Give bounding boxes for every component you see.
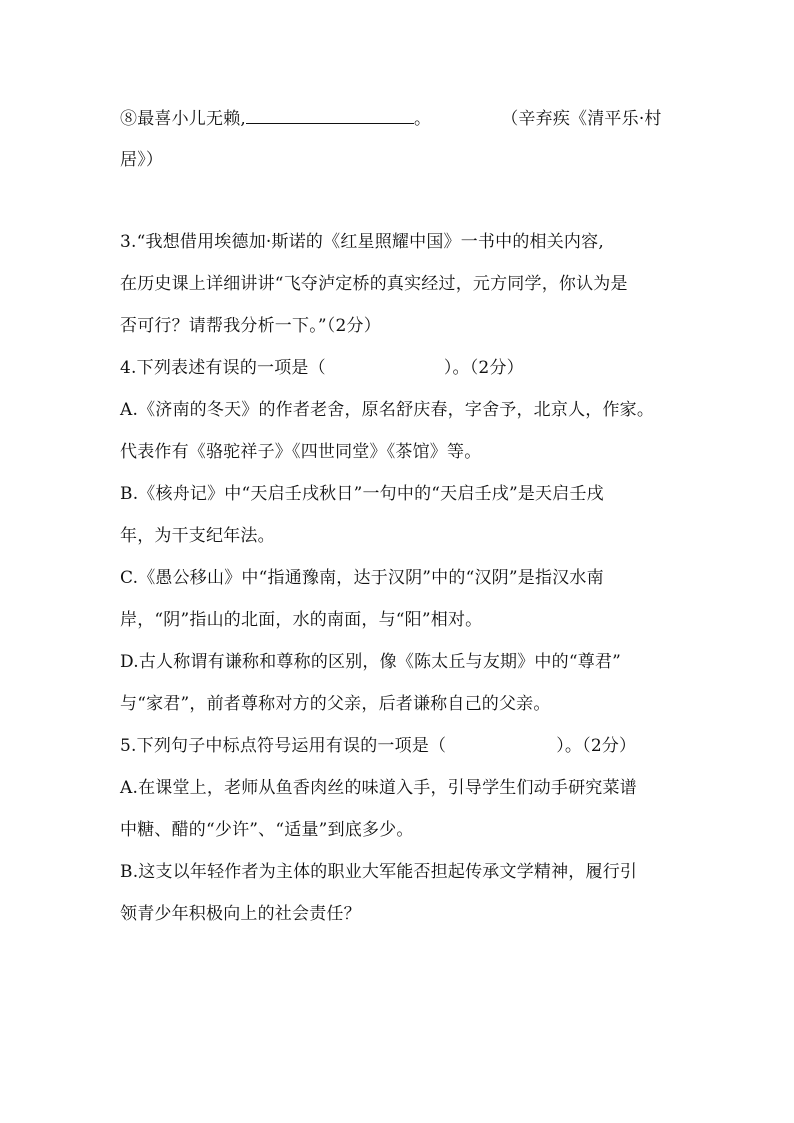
q3-line-3: 否可行？请帮我分析一下。”（2分）	[120, 316, 381, 336]
q5-option-b-line-1: B.这支以年轻作者为主体的职业大军能否担起传承文学精神，履行引	[120, 862, 638, 882]
q4-option-b-line-2: 年，为干支纪年法。	[120, 526, 275, 546]
q2-item8-source: （辛弃疾《清平乐·村	[501, 109, 662, 129]
q4-stem-prefix: 4.下列表述有误的一项是（	[120, 358, 326, 378]
q4-stem-suffix: ）。（2分）	[443, 358, 524, 378]
answer-blank[interactable]	[246, 107, 414, 124]
q5-option-a-line-1: A.在课堂上，老师从鱼香肉丝的味道入手，引导学生们动手研究菜谱	[120, 778, 637, 798]
q4-option-d-line-1: D.古人称谓有谦称和尊称的区别，像《陈太丘与友期》中的“尊君”	[120, 652, 622, 672]
q4-option-b-line-1: B.《核舟记》中“天启壬戌秋日”一句中的“天启壬戌”是天启壬戌	[120, 484, 604, 504]
q2-item8-line	[120, 107, 680, 131]
q5-option-a-line-2: 中糖、醋的“少许”、“适量”到底多少。	[120, 820, 414, 840]
q2-item8-source-end: 居》）	[120, 150, 164, 170]
q5-option-b-line-2: 领青少年积极向上的社会责任？	[120, 904, 361, 924]
q4-stem	[120, 356, 680, 380]
q4-option-a-line-1: A.《济南的冬天》的作者老舍，原名舒庆春，字舍予，北京人，作家。	[120, 400, 655, 420]
q4-option-a-line-2: 代表作有《骆驼祥子》《四世同堂》《茶馆》等。	[120, 442, 482, 462]
q2-item8-source-cont	[120, 148, 680, 172]
q4-option-c-line-2: 岸，“阴”指山的北面，水的南面，与“阳”相对。	[120, 610, 483, 630]
q4-option-c-line-1: C.《愚公移山》中“指通豫南，达于汉阴”中的“汉阴”是指汉水南	[120, 568, 604, 588]
q3-line-2: 在历史课上详细讲讲“飞夺泸定桥的真实经过，元方同学，你认为是	[120, 274, 628, 294]
q5-stem-prefix: 5.下列句子中标点符号运用有误的一项是（	[120, 736, 447, 756]
q3-line-1: 3.“我想借用埃德加·斯诺的《红星照耀中国》一书中的相关内容,	[120, 232, 604, 252]
q2-item8-prefix: ⑧最喜小儿无赖,	[120, 109, 247, 129]
q2-item8-suffix: 。	[414, 109, 432, 129]
q4-option-d-line-2: 与“家君”，前者尊称对方的父亲，后者谦称自己的父亲。	[120, 694, 551, 714]
q5-stem	[120, 734, 680, 758]
q5-stem-suffix: ）。（2分）	[556, 736, 637, 756]
